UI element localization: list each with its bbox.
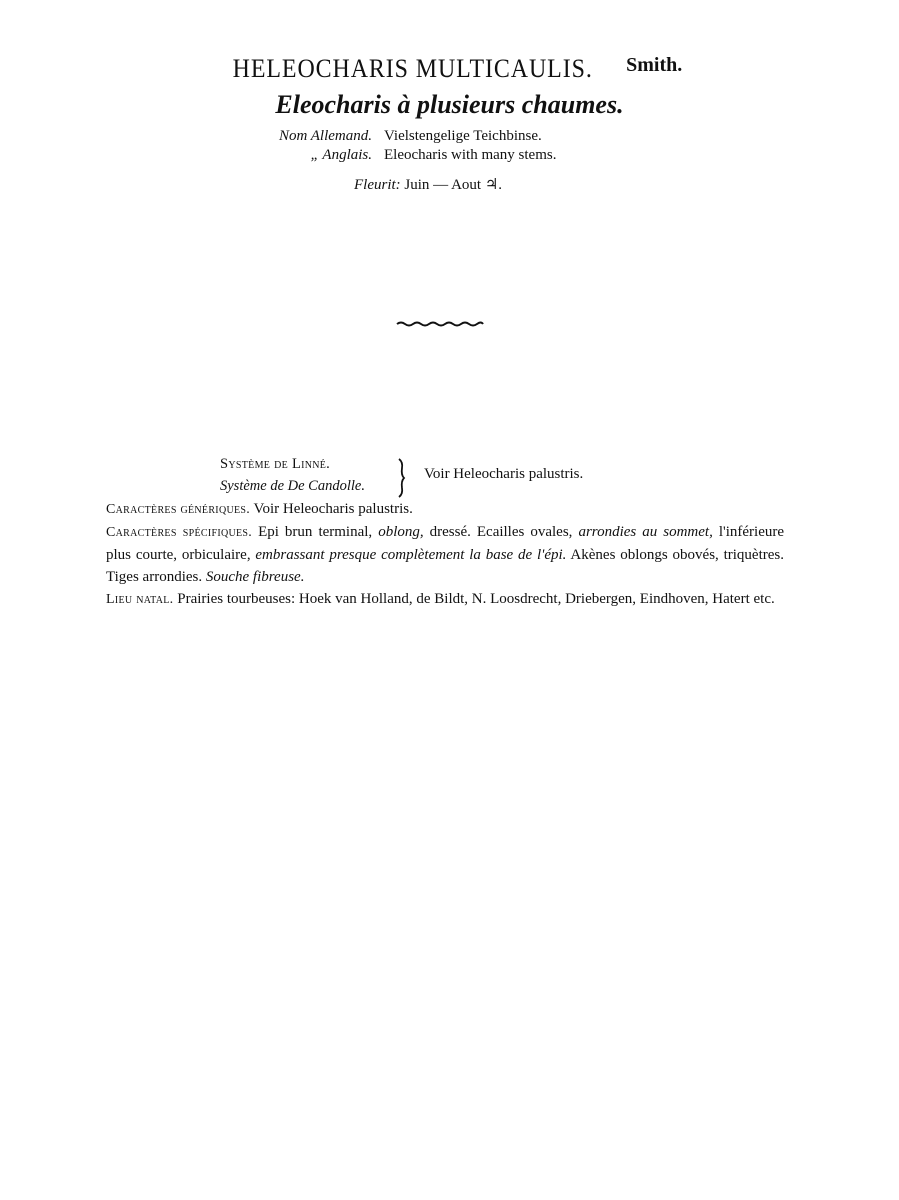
generic-characters (84, 498, 784, 521)
specific-italic-1: oblong, (378, 524, 424, 540)
specific-characters (84, 521, 784, 588)
system-reference: Voir Heleocharis palustris. (424, 466, 584, 482)
specific-italic-2: arrondies au sommet, (578, 524, 713, 540)
author-name: Smith. (626, 54, 683, 76)
specific-italic-3: embrassant presque complètement la base de l'épi. (255, 547, 567, 563)
habitat-text: Prairies tourbeuses: Hoek van Holland, de Bildt, N. Loosdrecht, Driebergen, Eindhoven, Hatert etc. (177, 591, 775, 607)
flowering-label: Fleurit: (354, 177, 401, 193)
habitat-lead: Lieu natal. (106, 592, 174, 607)
wavy-rule-ornament (395, 318, 485, 330)
latin-title: HELEOCHARIS MULTICAULIS. (232, 54, 593, 83)
brace-icon (394, 458, 408, 498)
description-block (84, 498, 784, 611)
name-value: Eleocharis with many stems. (384, 147, 557, 163)
habitat (84, 588, 784, 611)
specific-text-4: Akènes oblongs obovés, triquètres. Tiges arrondies. (106, 547, 784, 585)
name-label: Nom Allemand. (278, 128, 372, 144)
system-linne: Système de Linné. (220, 456, 331, 472)
flowering-line (354, 175, 502, 194)
specific-text-3: l'inférieure plus courte, orbiculaire, (106, 524, 785, 563)
name-value: Vielstengelige Teichbinse. (384, 128, 542, 144)
specific-lead: Caractères spécifiques. (106, 525, 253, 540)
generic-lead: Caractères génériques. (106, 502, 251, 517)
specific-text-2: dressé. Ecailles ovales, (429, 524, 573, 540)
specific-text-1: Epi brun terminal, (258, 524, 373, 540)
title-line (0, 54, 899, 84)
system-candolle: Système de De Candolle. (220, 478, 365, 494)
generic-text: Voir Heleocharis palustris. (253, 501, 413, 517)
specific-italic-4: Souche fibreuse. (205, 569, 305, 585)
french-title: Eleocharis à plusieurs chaumes. (275, 90, 624, 119)
name-label: „ Anglais. (310, 147, 372, 163)
flowering-value: Juin — Aout ♃. (404, 177, 503, 193)
